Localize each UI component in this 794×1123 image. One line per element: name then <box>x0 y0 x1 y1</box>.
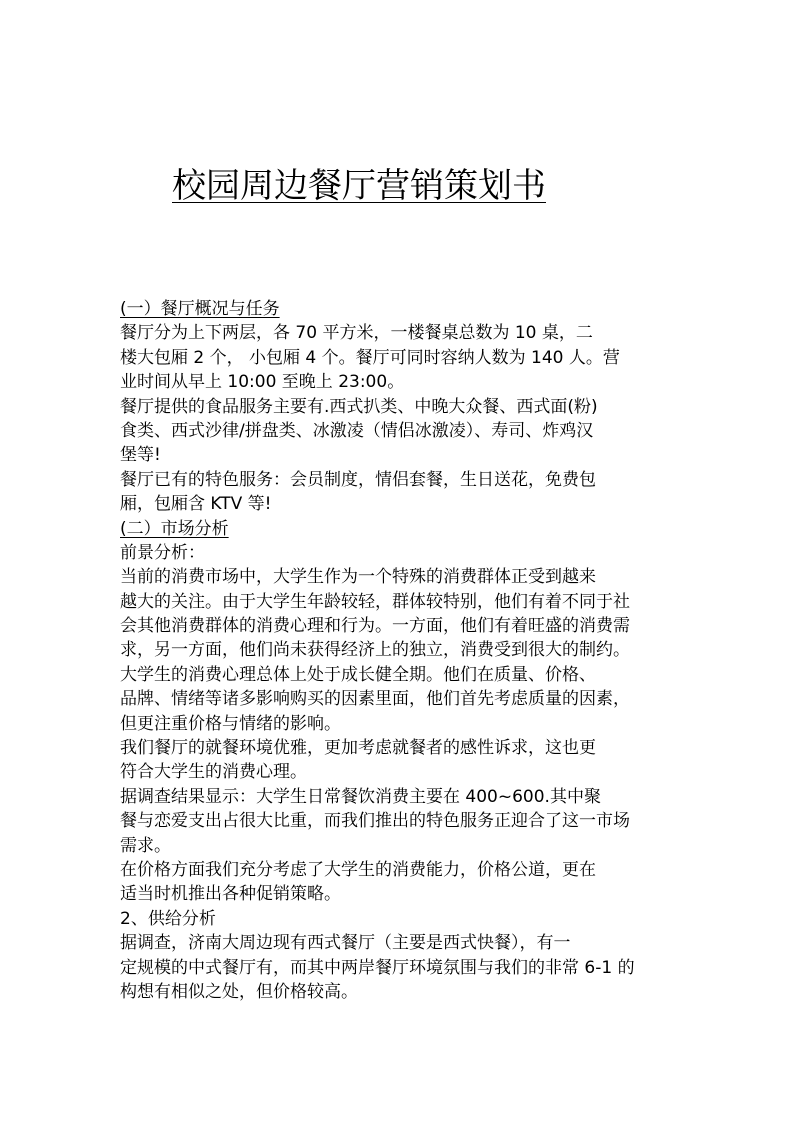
text-line: 会其他消费群体的消费心理和行为。一方面，他们有着旺盛的消费需 <box>120 616 630 637</box>
text-line: 食类、西式沙律/拼盘类、冰激凌（情侣冰激凌）、寿司、炸鸡汉 <box>120 420 594 441</box>
text-line: 符合大学生的消费心理。 <box>120 762 307 783</box>
text-line: 定规模的中式餐厅有，而其中两岸餐厅环境氛围与我们的非常 6-1 的 <box>120 957 635 978</box>
text-line: 品牌、情绪等诸多影响购买的因素里面，他们首先考虑质量的因素， <box>120 689 630 710</box>
text-line: 但更注重价格与情绪的影响。 <box>120 713 341 734</box>
text-line: 据调查，济南大周边现有西式餐厅（主要是西式快餐），有一 <box>120 933 571 954</box>
document-body <box>120 297 700 1004</box>
text-line: 据调查结果显示：大学生日常餐饮消费主要在 400~600.其中聚 <box>120 786 601 807</box>
section-heading: (二）市场分析 <box>120 518 229 539</box>
section-heading: (一）餐厅概况与任务 <box>120 299 280 319</box>
text-line: 业时间从早上 10:00 至晚上 23:00。 <box>120 372 405 393</box>
text-line: 大学生的消费心理总体上处于成长健全期。他们在质量、价格、 <box>120 664 596 685</box>
text-line: 适当时机推出各种促销策略。 <box>120 884 341 905</box>
text-line: 在价格方面我们充分考虑了大学生的消费能力，价格公道，更在 <box>120 859 596 880</box>
text-line: 求，另一方面，他们尚未获得经济上的独立，消费受到很大的制约。 <box>120 640 630 661</box>
text-line: 前景分析： <box>120 542 205 563</box>
text-line: 餐厅分为上下两层，各 70 平方米，一楼餐桌总数为 10 桌，二 <box>120 323 593 344</box>
text-line: 堡等! <box>120 445 161 466</box>
text-line: 越大的关注。由于大学生年龄较轻，群体较特别，他们有着不同于社 <box>120 591 630 612</box>
document-title: 校园周边餐厅营销策划书 <box>172 166 546 206</box>
text-line: 餐厅提供的食品服务主要有.西式扒类、中晚大众餐、西式面(粉) <box>120 396 598 417</box>
text-line: 我们餐厅的就餐环境优雅，更加考虑就餐者的感性诉求，这也更 <box>120 738 596 759</box>
text-line: 构想有相似之处，但价格较高。 <box>120 981 358 1002</box>
text-line: 2、供给分析 <box>120 908 216 929</box>
text-line: 需求。 <box>120 835 171 856</box>
text-line: 厢，包厢含 KTV 等! <box>120 494 272 515</box>
text-line: 楼大包厢 2 个， 小包厢 4 个。餐厅可同时容纳人数为 140 人。营 <box>120 347 620 368</box>
text-line: 当前的消费市场中，大学生作为一个特殊的消费群体正受到越来 <box>120 567 596 588</box>
text-line: 餐与恋爱支出占很大比重，而我们推出的特色服务正迎合了这一市场 <box>120 811 630 832</box>
text-line: 餐厅已有的特色服务：会员制度，情侣套餐，生日送花，免费包 <box>120 469 596 490</box>
